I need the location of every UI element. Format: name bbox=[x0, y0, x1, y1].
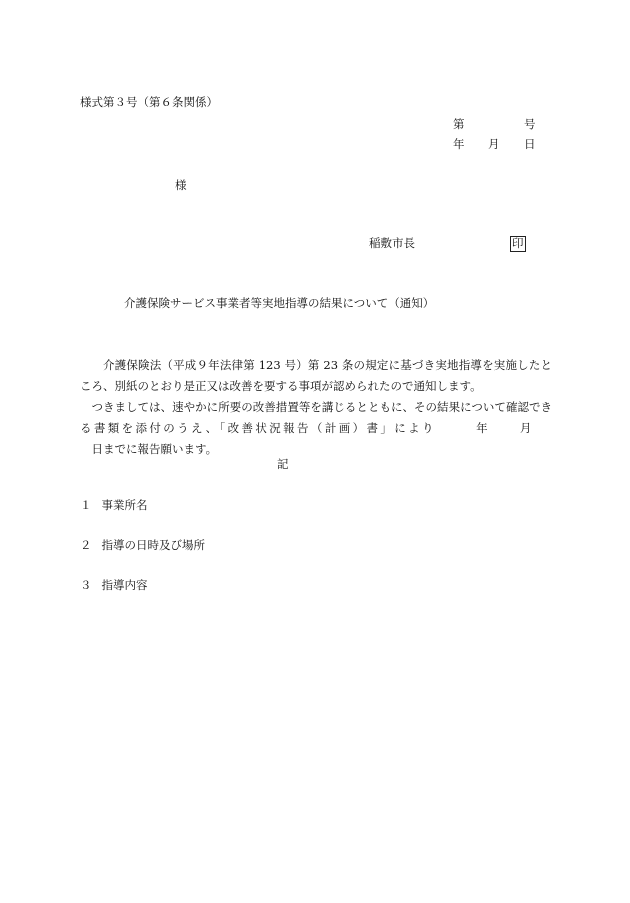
doc-date-month: 月 bbox=[488, 137, 500, 151]
ki-heading: 記 bbox=[277, 457, 289, 471]
list-item-label: 事業所名 bbox=[101, 498, 148, 512]
list-item bbox=[80, 500, 148, 512]
recipient-suffix: 様 bbox=[175, 178, 187, 192]
list-item bbox=[80, 580, 148, 592]
body-paragraph-2 bbox=[80, 397, 552, 460]
seal-label: 印 bbox=[512, 236, 524, 250]
list-item-number: ２ bbox=[80, 538, 92, 552]
doc-number-prefix: 第 bbox=[453, 117, 465, 131]
list-item bbox=[80, 540, 205, 552]
paragraph-2-text-start: つきましては、速やかに所要の改善措置等を講じるとともに、その結果について確認できる書類を添付のうえ、「改善状況報告（計画）書」により bbox=[80, 400, 552, 435]
doc-date-year: 年 bbox=[453, 137, 465, 151]
doc-number-suffix: 号 bbox=[524, 117, 536, 131]
list-item-number: ３ bbox=[80, 578, 92, 592]
paragraph-2-month: 月 bbox=[519, 421, 532, 435]
form-number: 様式第３号（第６条関係） bbox=[80, 95, 218, 109]
list-item-number: １ bbox=[80, 498, 92, 512]
body-paragraph-1: 介護保険法（平成９年法律第 123 号）第 23 条の規定に基づき実地指導を実施したところ、別紙のとおり是正又は改善を要する事項が認められたので通知します。 bbox=[80, 358, 552, 393]
list-item-label: 指導の日時及び場所 bbox=[101, 538, 205, 552]
seal-mark bbox=[510, 236, 526, 252]
paragraph-2-day-and-rest: 日までに報告願います。 bbox=[91, 442, 218, 456]
doc-date-day: 日 bbox=[524, 137, 536, 151]
paragraph-2-year: 年 bbox=[476, 421, 488, 435]
document-title: 介護保険サービス事業者等実地指導の結果について（通知） bbox=[124, 296, 435, 310]
list-item-label: 指導内容 bbox=[101, 578, 148, 592]
sender-name: 稲敷市長 bbox=[369, 236, 415, 250]
